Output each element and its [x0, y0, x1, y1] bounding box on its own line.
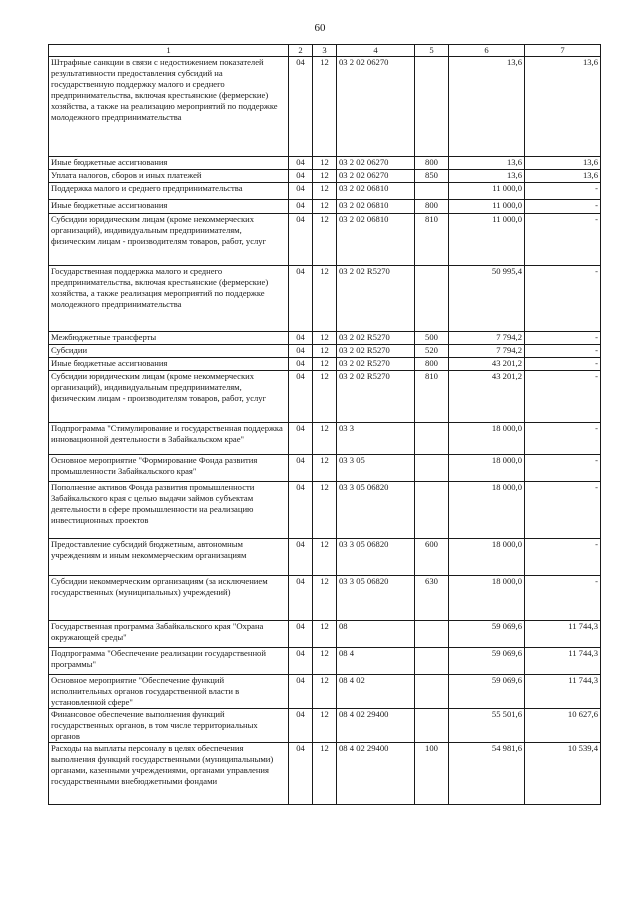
row-subsection-code: 12 — [313, 482, 337, 539]
row-name: Межбюджетные трансферты — [49, 332, 289, 345]
column-header: 3 — [313, 45, 337, 57]
row-expense-type — [415, 709, 449, 743]
row-subsection-code: 12 — [313, 358, 337, 371]
row-subsection-code: 12 — [313, 743, 337, 805]
row-expense-type — [415, 482, 449, 539]
column-header: 6 — [449, 45, 525, 57]
row-target-article: 03 2 02 R5270 — [337, 266, 415, 332]
row-name: Субсидии юридическим лицам (кроме некоммерческих организаций), индивидуальным предпринимателям, физическим лицам - производителям товаров, работ, услуг — [49, 371, 289, 423]
table-row — [49, 371, 601, 423]
row-target-article: 08 4 02 — [337, 675, 415, 709]
row-amount-2: 11 744,3 — [525, 648, 601, 675]
row-section-code: 04 — [289, 675, 313, 709]
table-row — [49, 200, 601, 214]
column-header: 2 — [289, 45, 313, 57]
row-target-article: 08 4 — [337, 648, 415, 675]
row-expense-type — [415, 621, 449, 648]
row-target-article: 03 3 05 06820 — [337, 576, 415, 621]
row-name: Иные бюджетные ассигнования — [49, 157, 289, 170]
row-amount-1: 59 069,6 — [449, 648, 525, 675]
header-row — [49, 45, 601, 57]
row-subsection-code: 12 — [313, 709, 337, 743]
row-target-article: 03 3 05 — [337, 455, 415, 482]
row-subsection-code: 12 — [313, 332, 337, 345]
column-header: 4 — [337, 45, 415, 57]
row-amount-2: - — [525, 455, 601, 482]
row-target-article: 03 3 05 06820 — [337, 539, 415, 576]
row-amount-2: - — [525, 332, 601, 345]
row-section-code: 04 — [289, 214, 313, 266]
row-target-article: 03 3 — [337, 423, 415, 455]
row-target-article: 03 2 02 R5270 — [337, 345, 415, 358]
row-section-code: 04 — [289, 482, 313, 539]
row-subsection-code: 12 — [313, 170, 337, 183]
table-row — [49, 170, 601, 183]
row-section-code: 04 — [289, 332, 313, 345]
row-expense-type — [415, 648, 449, 675]
row-amount-1: 7 794,2 — [449, 345, 525, 358]
table-row — [49, 621, 601, 648]
table-row — [49, 709, 601, 743]
column-header: 5 — [415, 45, 449, 57]
page-number: 60 — [314, 22, 326, 34]
table-row — [49, 743, 601, 805]
row-section-code: 04 — [289, 455, 313, 482]
row-subsection-code: 12 — [313, 266, 337, 332]
row-amount-1: 43 201,2 — [449, 371, 525, 423]
row-target-article: 03 2 02 06270 — [337, 57, 415, 157]
row-expense-type — [415, 675, 449, 709]
row-section-code: 04 — [289, 743, 313, 805]
row-amount-1: 13,6 — [449, 57, 525, 157]
row-amount-1: 18 000,0 — [449, 576, 525, 621]
row-target-article: 03 2 02 06270 — [337, 157, 415, 170]
row-amount-2: 13,6 — [525, 57, 601, 157]
row-subsection-code: 12 — [313, 371, 337, 423]
row-amount-1: 11 000,0 — [449, 183, 525, 200]
row-amount-2: - — [525, 423, 601, 455]
row-amount-2: - — [525, 576, 601, 621]
row-target-article: 08 — [337, 621, 415, 648]
budget-table — [48, 44, 601, 805]
row-subsection-code: 12 — [313, 539, 337, 576]
row-subsection-code: 12 — [313, 57, 337, 157]
row-section-code: 04 — [289, 345, 313, 358]
row-name: Штрафные санкции в связи с недостижением показателей результативности предоставления субсидий на государственную поддержку малого и среднего предпринимательства, включая крестьянские (фермерские) хозяйства, а также на реализацию мероприятий по поддержке молодежного предпринимательства — [49, 57, 289, 157]
row-name: Уплата налогов, сборов и иных платежей — [49, 170, 289, 183]
row-name: Государственная поддержка малого и среднего предпринимательства, включая крестьянские (фермерские) хозяйства, а также реализация мероприятий по поддержке молодежного предпринимательства — [49, 266, 289, 332]
row-target-article: 08 4 02 29400 — [337, 709, 415, 743]
row-subsection-code: 12 — [313, 214, 337, 266]
row-expense-type: 600 — [415, 539, 449, 576]
row-amount-1: 55 501,6 — [449, 709, 525, 743]
row-subsection-code: 12 — [313, 576, 337, 621]
row-amount-2: 13,6 — [525, 157, 601, 170]
row-amount-2: - — [525, 345, 601, 358]
row-name: Иные бюджетные ассигнования — [49, 358, 289, 371]
table-row — [49, 57, 601, 157]
row-name: Финансовое обеспечение выполнения функций государственных органов, в том числе территориальных органов — [49, 709, 289, 743]
row-target-article: 03 2 02 06810 — [337, 183, 415, 200]
row-target-article: 03 2 02 R5270 — [337, 371, 415, 423]
row-section-code: 04 — [289, 266, 313, 332]
row-name: Основное мероприятие "Обеспечение функций исполнительных органов государственной власти в установленной сфере" — [49, 675, 289, 709]
row-amount-2: - — [525, 183, 601, 200]
table-row — [49, 214, 601, 266]
row-amount-1: 11 000,0 — [449, 214, 525, 266]
row-section-code: 04 — [289, 157, 313, 170]
row-subsection-code: 12 — [313, 675, 337, 709]
table-row — [49, 423, 601, 455]
row-amount-2: - — [525, 214, 601, 266]
row-expense-type: 800 — [415, 157, 449, 170]
row-subsection-code: 12 — [313, 455, 337, 482]
row-amount-2: 10 539,4 — [525, 743, 601, 805]
row-amount-1: 13,6 — [449, 157, 525, 170]
table-row — [49, 539, 601, 576]
row-amount-1: 18 000,0 — [449, 455, 525, 482]
row-subsection-code: 12 — [313, 621, 337, 648]
row-amount-1: 7 794,2 — [449, 332, 525, 345]
table-row — [49, 345, 601, 358]
row-amount-1: 18 000,0 — [449, 539, 525, 576]
row-amount-2: - — [525, 266, 601, 332]
row-section-code: 04 — [289, 423, 313, 455]
row-section-code: 04 — [289, 371, 313, 423]
row-name: Основное мероприятие "Формирование Фонда развития промышленности Забайкальского края" — [49, 455, 289, 482]
row-amount-2: 10 627,6 — [525, 709, 601, 743]
row-amount-1: 59 069,6 — [449, 621, 525, 648]
row-amount-1: 18 000,0 — [449, 482, 525, 539]
row-subsection-code: 12 — [313, 157, 337, 170]
row-amount-2: 13,6 — [525, 170, 601, 183]
row-expense-type: 850 — [415, 170, 449, 183]
row-expense-type — [415, 423, 449, 455]
row-name: Пополнение активов Фонда развития промышленности Забайкальского края с целью выдачи займов субъектам деятельности в сфере промышленности на реализацию инвестиционных проектов — [49, 482, 289, 539]
row-amount-1: 43 201,2 — [449, 358, 525, 371]
row-section-code: 04 — [289, 576, 313, 621]
table-row — [49, 455, 601, 482]
table-row — [49, 358, 601, 371]
row-target-article: 03 2 02 06810 — [337, 214, 415, 266]
row-section-code: 04 — [289, 358, 313, 371]
row-subsection-code: 12 — [313, 183, 337, 200]
row-amount-2: - — [525, 358, 601, 371]
row-amount-1: 50 995,4 — [449, 266, 525, 332]
row-amount-2: 11 744,3 — [525, 675, 601, 709]
row-name: Субсидии юридическим лицам (кроме некоммерческих организаций), индивидуальным предпринимателям, физическим лицам - производителям товаров, работ, услуг — [49, 214, 289, 266]
row-amount-1: 13,6 — [449, 170, 525, 183]
row-section-code: 04 — [289, 200, 313, 214]
row-expense-type: 800 — [415, 358, 449, 371]
row-expense-type — [415, 455, 449, 482]
row-amount-2: 11 744,3 — [525, 621, 601, 648]
row-target-article: 03 2 02 R5270 — [337, 332, 415, 345]
row-name: Поддержка малого и среднего предпринимательства — [49, 183, 289, 200]
table-row — [49, 576, 601, 621]
row-section-code: 04 — [289, 709, 313, 743]
row-expense-type — [415, 266, 449, 332]
row-expense-type — [415, 57, 449, 157]
row-section-code: 04 — [289, 539, 313, 576]
row-section-code: 04 — [289, 648, 313, 675]
table-row — [49, 266, 601, 332]
row-name: Расходы на выплаты персоналу в целях обеспечения выполнения функций государственными (муниципальными) органами, казенными учреждениями, органами управления государственными внебюджетными фондами — [49, 743, 289, 805]
row-expense-type: 810 — [415, 371, 449, 423]
row-target-article: 03 2 02 06810 — [337, 200, 415, 214]
row-expense-type: 630 — [415, 576, 449, 621]
row-subsection-code: 12 — [313, 423, 337, 455]
row-name: Субсидии — [49, 345, 289, 358]
table-row — [49, 648, 601, 675]
row-amount-2: - — [525, 371, 601, 423]
row-target-article: 03 2 02 06270 — [337, 170, 415, 183]
row-amount-2: - — [525, 539, 601, 576]
row-amount-2: - — [525, 200, 601, 214]
row-target-article: 03 3 05 06820 — [337, 482, 415, 539]
row-target-article: 03 2 02 R5270 — [337, 358, 415, 371]
column-header: 1 — [49, 45, 289, 57]
table-row — [49, 675, 601, 709]
row-amount-1: 54 981,6 — [449, 743, 525, 805]
row-section-code: 04 — [289, 57, 313, 157]
row-expense-type: 520 — [415, 345, 449, 358]
row-expense-type: 800 — [415, 200, 449, 214]
column-header: 7 — [525, 45, 601, 57]
row-amount-1: 11 000,0 — [449, 200, 525, 214]
row-subsection-code: 12 — [313, 345, 337, 358]
row-name: Предоставление субсидий бюджетным, автономным учреждениям и иным некоммерческим организациям — [49, 539, 289, 576]
row-name: Подпрограмма "Стимулирование и государственная поддержка инновационной деятельности в Забайкальском крае" — [49, 423, 289, 455]
table-row — [49, 332, 601, 345]
table-row — [49, 183, 601, 200]
table-row — [49, 157, 601, 170]
row-section-code: 04 — [289, 621, 313, 648]
row-subsection-code: 12 — [313, 200, 337, 214]
row-expense-type — [415, 183, 449, 200]
row-expense-type: 810 — [415, 214, 449, 266]
row-name: Субсидии некоммерческим организациям (за исключением государственных (муниципальных) учреждений) — [49, 576, 289, 621]
row-name: Подпрограмма "Обеспечение реализации государственной программы" — [49, 648, 289, 675]
row-expense-type: 100 — [415, 743, 449, 805]
row-section-code: 04 — [289, 170, 313, 183]
row-name: Иные бюджетные ассигнования — [49, 200, 289, 214]
row-amount-1: 59 069,6 — [449, 675, 525, 709]
row-section-code: 04 — [289, 183, 313, 200]
row-target-article: 08 4 02 29400 — [337, 743, 415, 805]
row-name: Государственная программа Забайкальского края "Охрана окружающей среды" — [49, 621, 289, 648]
row-expense-type: 500 — [415, 332, 449, 345]
row-amount-2: - — [525, 482, 601, 539]
table-row — [49, 482, 601, 539]
row-subsection-code: 12 — [313, 648, 337, 675]
row-amount-1: 18 000,0 — [449, 423, 525, 455]
